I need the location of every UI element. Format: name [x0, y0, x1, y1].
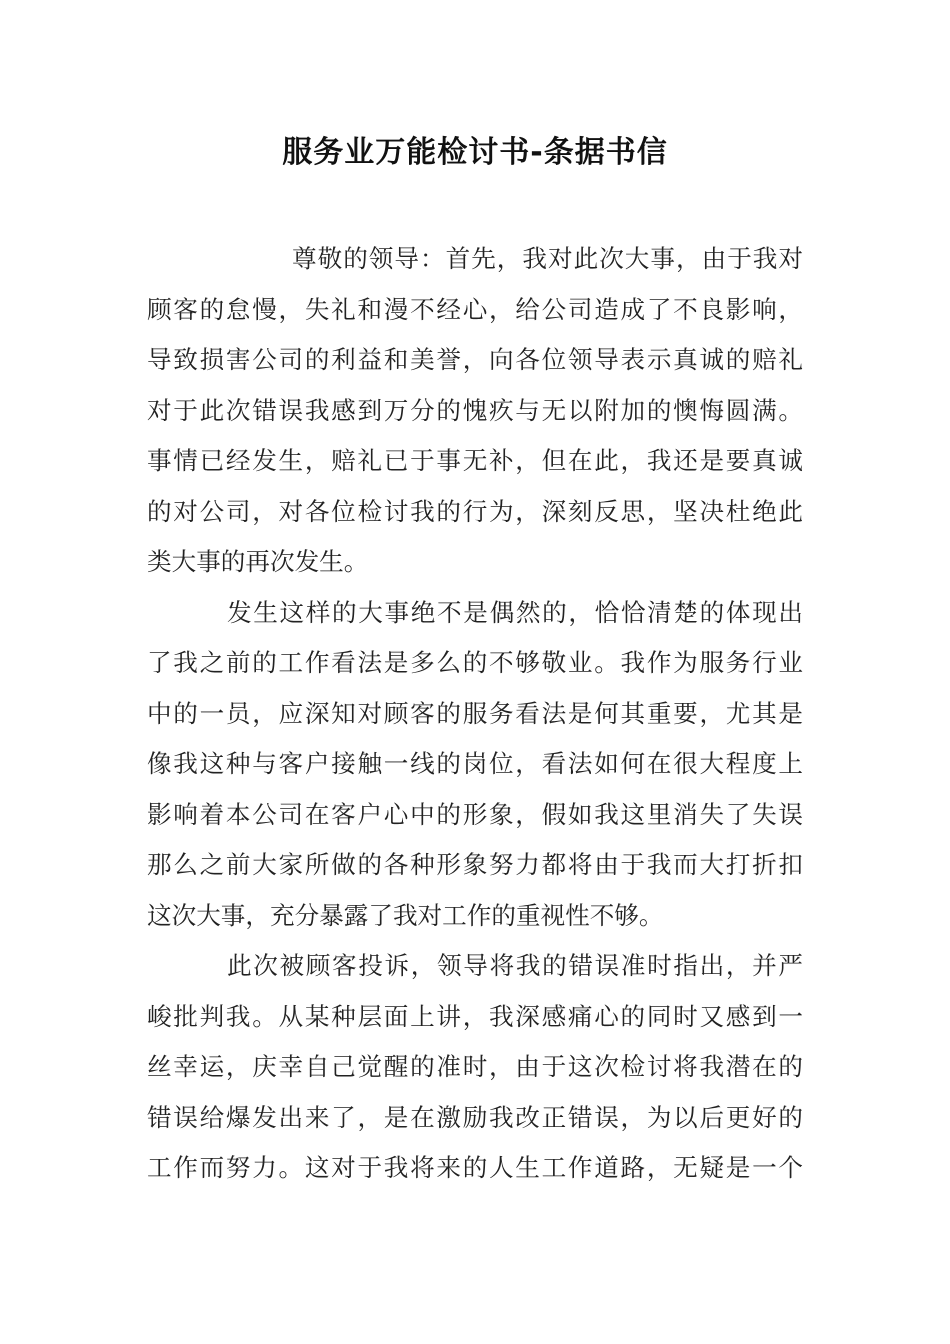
text-line: 工作而努力。这对于我将来的人生工作道路，无疑是一个 [147, 1153, 803, 1182]
text-line: 丝幸运，庆幸自己觉醒的准时，由于这次检讨将我潜在的 [147, 1052, 803, 1081]
text-line: 了我之前的工作看法是多么的不够敬业。我作为服务行业 [147, 648, 803, 677]
text-line: 错误给爆发出来了，是在激励我改正错误，为以后更好的 [147, 1102, 803, 1132]
text-line: 事情已经发生，赔礼已于事无补，但在此，我还是要真诚 [147, 446, 803, 475]
paragraph [147, 234, 803, 588]
text-line: 像我这种与客户接触一线的岗位，看法如何在很大程度上 [147, 749, 803, 778]
text-line: 影响着本公司在客户心中的形象，假如我这里消失了失误 [147, 799, 803, 829]
text-line: 此次被顾客投诉，领导将我的错误准时指出，并严 [227, 951, 803, 980]
paragraph [147, 941, 803, 1194]
document-body [147, 234, 803, 1194]
text-line: 类大事的再次发生。 [147, 547, 369, 576]
text-line: 这次大事，充分暴露了我对工作的重视性不够。 [147, 900, 664, 930]
text-line: 的对公司，对各位检讨我的行为，深刻反思，坚决杜绝此 [147, 496, 803, 526]
text-line: 中的一员，应深知对顾客的服务看法是何其重要，尤其是 [147, 698, 803, 728]
text-line: 对于此次错误我感到万分的愧疚与无以附加的懊悔圆满。 [147, 395, 803, 425]
text-line: 发生这样的大事绝不是偶然的，恰恰清楚的体现出 [227, 597, 803, 627]
text-line: 导致损害公司的利益和美誉，向各位领导表示真诚的赔礼 [147, 345, 803, 374]
text-line: 顾客的怠慢，失礼和漫不经心，给公司造成了不良影响， [147, 294, 803, 324]
paragraph [147, 588, 803, 942]
text-line: 峻批判我。从某种层面上讲，我深感痛心的同时又感到一 [147, 1001, 803, 1031]
text-line: 那么之前大家所做的各种形象努力都将由于我而大打折扣 [147, 850, 803, 879]
text-line: 尊敬的领导：首先，我对此次大事，由于我对 [292, 244, 803, 273]
document-title: 服务业万能检讨书-条据书信 [282, 135, 668, 170]
